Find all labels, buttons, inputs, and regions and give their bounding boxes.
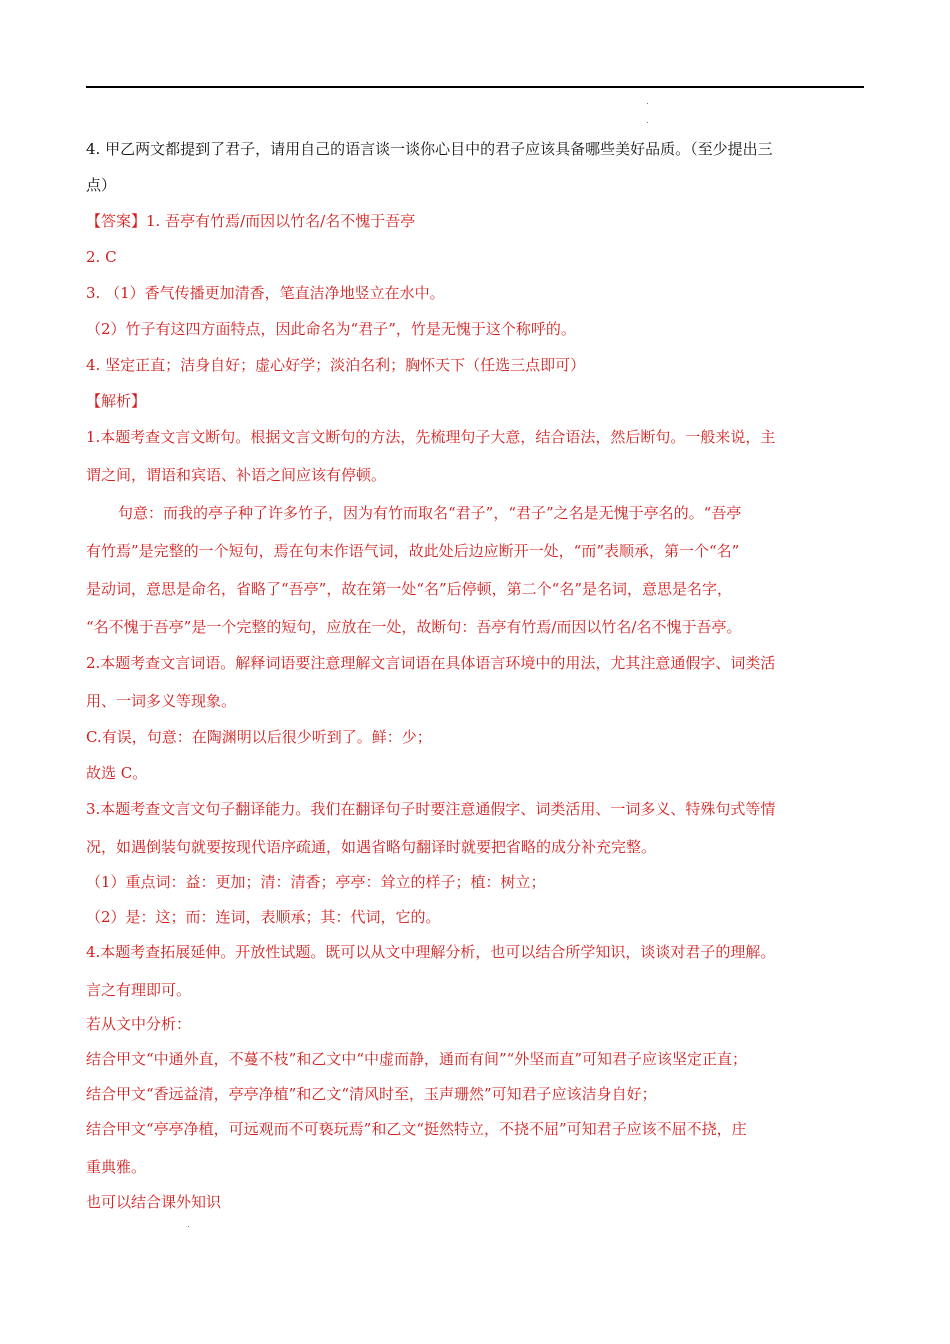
analysis-1-para-2-line-4: “名不愧于吾亭”是一个完整的短句，应放在一处，故断句：吾亭有竹焉/而因以竹名/名不愧于吾亭。	[86, 618, 742, 636]
analysis-3-part-1: （1）重点词：益：更加；清：清香；亭亭：耸立的样子；植：树立；	[86, 873, 546, 891]
scan-dot	[647, 122, 648, 123]
answer-1: 1. 吾亭有竹焉/而因以竹名/名不愧于吾亭	[146, 212, 416, 230]
answer-3-line-1: 3. （1）香气传播更加清香，笔直洁净地竖立在水中。	[86, 284, 445, 302]
answer-line-1	[86, 212, 866, 230]
analysis-4-point-1: 结合甲文“中通外直，不蔓不枝”和乙文中“中虚而静，通而有间”“外坚而直”可知君子应该坚定正直；	[86, 1050, 748, 1068]
answer-label: 【答案】	[86, 212, 147, 230]
analysis-2-line-2: 用、一词多义等现象。	[86, 692, 237, 710]
analysis-4-extra: 也可以结合课外知识	[86, 1193, 222, 1211]
analysis-4-point-2: 结合甲文“香远益清，亭亭净植”和乙文“清风时至，玉声珊然”可知君子应该洁身自好；	[86, 1085, 657, 1103]
scan-dot	[647, 103, 648, 104]
analysis-4-point-3-line-1: 结合甲文“亭亭净植，可远观而不可亵玩焉”和乙文“挺然特立，不挠不屈”可知君子应该不屈不挠，庄	[86, 1120, 747, 1138]
analysis-3-part-2: （2）是：这；而：连词，表顺承；其：代词，它的。	[86, 908, 441, 926]
analysis-1-para-2-line-1: 句意：而我的亭子种了许多竹子，因为有竹而取名“君子”，“君子”之名是无愧于亭名的。“吾亭	[118, 504, 742, 522]
analysis-1-para-2-line-2: 有竹焉”是完整的一个短句，焉在句末作语气词，故此处后边应断开一处，“而”表顺承，第一个“名”	[86, 542, 740, 560]
analysis-label: 【解析】	[86, 392, 147, 410]
analysis-4-line-2: 言之有理即可。	[86, 981, 192, 999]
answer-2: 2. C	[86, 248, 117, 266]
analysis-1-para-2-line-3: 是动词，意思是命名，省略了“吾亭”，故在第一处“名”后停顿，第二个“名”是名词，意思是名字，	[86, 580, 733, 598]
analysis-1-line-2: 谓之间，谓语和宾语、补语之间应该有停顿。	[86, 466, 387, 484]
analysis-3-line-1: 3.本题考查文言文句子翻译能力。我们在翻译句子时要注意通假字、词类活用、一词多义、特殊句式等情	[86, 800, 776, 818]
analysis-4-text-heading: 若从文中分析：	[86, 1015, 192, 1033]
analysis-2-line-1: 2.本题考查文言词语。解释词语要注意理解文言词语在具体语言环境中的用法，尤其注意通假字、词类活	[86, 654, 776, 672]
analysis-3-line-2: 况，如遇倒装句就要按现代语序疏通，如遇省略句翻译时就要把省略的成分补充完整。	[86, 838, 657, 856]
question-4-line-1: 4. 甲乙两文都提到了君子，请用自己的语言谈一谈你心目中的君子应该具备哪些美好品质。（至少提出三	[86, 140, 773, 158]
analysis-1-line-1: 1.本题考查文言文断句。根据文言文断句的方法，先梳理句子大意，结合语法，然后断句。一般来说，主	[86, 428, 776, 446]
answer-3-line-2: （2）竹子有这四方面特点，因此命名为“君子”，竹是无愧于这个称呼的。	[86, 320, 576, 338]
analysis-2-option-c: C.有误，句意：在陶渊明以后很少听到了。鲜：少；	[86, 728, 432, 746]
scan-dot	[188, 1226, 189, 1227]
analysis-4-point-3-line-2: 重典雅。	[86, 1158, 147, 1176]
answer-4: 4. 坚定正直；洁身自好；虚心好学；淡泊名利；胸怀天下（任选三点即可）	[86, 356, 586, 374]
header-rule	[86, 86, 864, 88]
question-4-line-2: 点）	[86, 176, 117, 194]
document-body	[86, 134, 866, 1211]
analysis-4-line-1: 4.本题考查拓展延伸。开放性试题。既可以从文中理解分析，也可以结合所学知识，谈谈对君子的理解。	[86, 943, 776, 961]
analysis-2-choice: 故选 C。	[86, 764, 148, 782]
